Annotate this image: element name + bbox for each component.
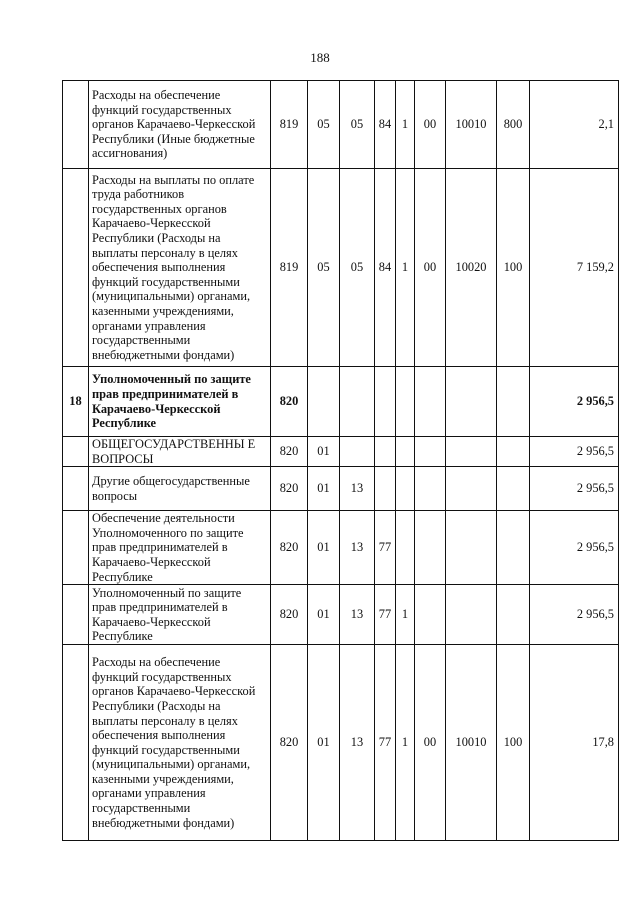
code-subprogram [396,511,415,585]
code-admin: 820 [271,467,308,511]
code-subprogram: 1 [396,169,415,367]
code-expense-type [497,367,530,437]
code-direction [446,367,497,437]
code-subsection: 13 [340,585,375,645]
code-section: 05 [308,169,340,367]
code-main-activity: 00 [415,645,446,841]
row-number [63,169,89,367]
code-subsection [340,437,375,467]
code-direction: 10020 [446,169,497,367]
row-number [63,437,89,467]
code-admin: 820 [271,645,308,841]
table-row [63,437,619,467]
code-program: 77 [375,585,396,645]
item-name: Уполномоченный по защите прав предпринимателей в Карачаево-Черкесской Республике [89,585,271,645]
code-program [375,367,396,437]
code-main-activity [415,511,446,585]
row-number [63,467,89,511]
item-name: Расходы на обеспечение функций государственных органов Карачаево-Черкесской Республики (Иные бюджетные ассигнования) [89,81,271,169]
table-row [63,467,619,511]
budget-table [62,80,619,841]
row-number [63,645,89,841]
code-direction: 10010 [446,645,497,841]
amount-value: 2 956,5 [530,367,619,437]
code-program [375,467,396,511]
code-subsection: 13 [340,511,375,585]
page-number: 188 [310,50,330,65]
amount-value: 2,1 [530,81,619,169]
table-row [63,367,619,437]
code-subprogram [396,437,415,467]
row-number: 18 [63,367,89,437]
item-name: Другие общегосударственные вопросы [89,467,271,511]
table-row [63,645,619,841]
code-admin: 820 [271,511,308,585]
code-section: 01 [308,511,340,585]
code-section: 01 [308,585,340,645]
code-subsection: 05 [340,81,375,169]
code-expense-type [497,437,530,467]
row-number [63,81,89,169]
code-main-activity: 00 [415,169,446,367]
code-direction [446,467,497,511]
table-body [63,81,619,841]
code-expense-type [497,585,530,645]
code-subsection: 05 [340,169,375,367]
code-expense-type: 100 [497,169,530,367]
item-name: Обеспечение деятельности Уполномоченного по защите прав предпринимателей в Карачаево-Черкесской Республике [89,511,271,585]
code-direction [446,585,497,645]
code-program: 77 [375,511,396,585]
code-main-activity: 00 [415,81,446,169]
amount-value: 2 956,5 [530,585,619,645]
item-name: ОБЩЕГОСУДАРСТВЕННЫ Е ВОПРОСЫ [89,437,271,467]
code-admin: 819 [271,81,308,169]
code-program: 77 [375,645,396,841]
amount-value: 7 159,2 [530,169,619,367]
code-section: 01 [308,645,340,841]
code-main-activity [415,437,446,467]
table-row [63,511,619,585]
amount-value: 17,8 [530,645,619,841]
code-program: 84 [375,169,396,367]
code-section [308,367,340,437]
code-subprogram: 1 [396,81,415,169]
code-subprogram [396,367,415,437]
code-subsection: 13 [340,467,375,511]
code-expense-type: 800 [497,81,530,169]
code-direction [446,511,497,585]
code-direction [446,437,497,467]
code-main-activity [415,467,446,511]
item-name: Расходы на выплаты по оплате труда работников государственных органов Карачаево-Черкесской Республики (Расходы на выплаты персоналу в целях обеспечения выполнения функций государственными (муниципальными) органами, казенными учреждениями, органами управления государственными внебюджетными фондами) [89,169,271,367]
code-subprogram: 1 [396,585,415,645]
amount-value: 2 956,5 [530,437,619,467]
amount-value: 2 956,5 [530,467,619,511]
code-direction: 10010 [446,81,497,169]
code-subprogram [396,467,415,511]
item-name: Уполномоченный по защите прав предпринимателей в Карачаево-Черкесской Республике [89,367,271,437]
code-section: 05 [308,81,340,169]
amount-value: 2 956,5 [530,511,619,585]
code-expense-type [497,467,530,511]
code-main-activity [415,585,446,645]
code-admin: 819 [271,169,308,367]
code-section: 01 [308,467,340,511]
code-program: 84 [375,81,396,169]
table-row [63,81,619,169]
row-number [63,585,89,645]
item-name: Расходы на обеспечение функций государственных органов Карачаево-Черкесской Республики (Расходы на выплаты персоналу в целях обеспечения выполнения функций государственными (муниципальными) органами, казенными учреждениями, органами управления государственными внебюджетными фондами) [89,645,271,841]
table-row [63,585,619,645]
code-expense-type: 100 [497,645,530,841]
row-number [63,511,89,585]
code-admin: 820 [271,367,308,437]
code-expense-type [497,511,530,585]
code-section: 01 [308,437,340,467]
code-main-activity [415,367,446,437]
code-admin: 820 [271,585,308,645]
code-admin: 820 [271,437,308,467]
code-program [375,437,396,467]
code-subprogram: 1 [396,645,415,841]
code-subsection: 13 [340,645,375,841]
code-subsection [340,367,375,437]
table-row [63,169,619,367]
